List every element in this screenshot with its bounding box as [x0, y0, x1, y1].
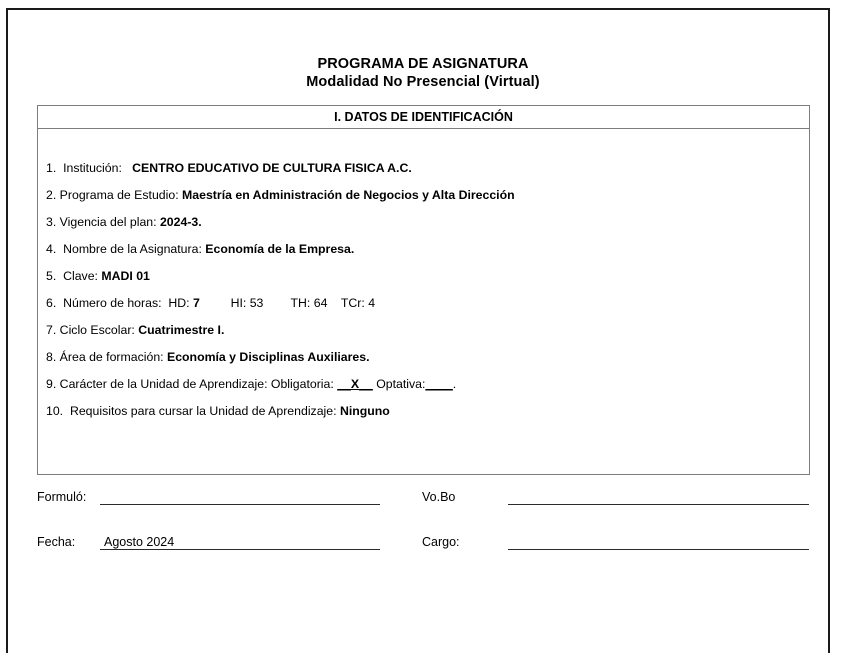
field-nombre-asignatura: [38, 242, 809, 269]
field-caracter-unidad-aprendizaje: [38, 377, 809, 404]
vobo-line[interactable]: [508, 489, 809, 505]
field-value: Maestría en Administración de Negocios y Alta Dirección: [182, 188, 515, 202]
field-value: MADI 01: [101, 269, 150, 283]
hours-gap-3: [327, 296, 340, 310]
field-number: 1.: [46, 161, 57, 175]
hours-hd-value: 7: [192, 296, 200, 310]
hours-gap-2: [263, 296, 290, 310]
identification-table: [37, 105, 810, 475]
field-number: 4.: [46, 242, 57, 256]
field-number: 6.: [46, 296, 57, 310]
fecha-value: Agosto 2024: [104, 535, 175, 549]
field-clave: [38, 269, 809, 296]
formulo-line[interactable]: [100, 489, 380, 505]
document-title: [0, 55, 846, 91]
identification-fields: [38, 129, 809, 474]
document-title-line-1: PROGRAMA DE ASIGNATURA: [317, 56, 529, 72]
document-title-line-2: Modalidad No Presencial (Virtual): [306, 74, 540, 90]
field-label: Área de formación:: [56, 350, 167, 364]
obligatoria-checkmark: X: [350, 377, 360, 391]
field-vigencia-del-plan: [38, 215, 809, 242]
field-value: 2024-3.: [159, 215, 202, 229]
signature-block: [0, 485, 846, 575]
field-number: 2.: [46, 188, 57, 202]
field-institucion: [38, 161, 809, 188]
field-number: 5.: [46, 269, 57, 283]
field-label: Ciclo Escolar:: [56, 323, 139, 337]
field-ciclo-escolar: [38, 323, 809, 350]
field-value: CENTRO EDUCATIVO DE CULTURA FISICA A.C.: [132, 161, 412, 175]
hours-hd-label: HD:: [168, 296, 193, 310]
cargo-label: Cargo:: [422, 535, 460, 549]
hours-hi-label: HI:: [230, 296, 250, 310]
field-area-de-formacion: [38, 350, 809, 377]
obligatoria-underline-pre: __: [337, 377, 351, 391]
hours-hi-value: 53: [249, 296, 264, 310]
field-value: Economía de la Empresa.: [205, 242, 355, 256]
field-number: 8.: [46, 350, 57, 364]
field-number: 7.: [46, 323, 57, 337]
vobo-label: Vo.Bo: [422, 490, 456, 504]
field-label: Programa de Estudio:: [56, 188, 183, 202]
field-value: Ninguno: [339, 404, 390, 418]
optativa-blank: ____: [425, 377, 453, 391]
caracter-trailing-period: .: [452, 377, 457, 391]
formulo-label: Formuló:: [37, 490, 87, 504]
field-requisitos: [38, 404, 809, 431]
field-label: Requisitos para cursar la Unidad de Aprendizaje:: [63, 404, 340, 418]
hours-tcr-value: 4: [368, 296, 376, 310]
field-value: Economía y Disciplinas Auxiliares.: [167, 350, 370, 364]
field-label: Carácter de la Unidad de Aprendizaje: Obligatoria:: [56, 377, 338, 391]
field-programa-de-estudio: [38, 188, 809, 215]
field-value: Cuatrimestre I.: [138, 323, 225, 337]
fecha-label: Fecha:: [37, 535, 76, 549]
hours-th-value: 64: [313, 296, 328, 310]
hours-gap-1: [200, 296, 231, 310]
field-label: Número de horas:: [56, 296, 169, 310]
optativa-label: Optativa:: [372, 377, 426, 391]
field-numero-de-horas: [38, 296, 809, 323]
hours-tcr-label: TCr:: [340, 296, 369, 310]
field-number: 10.: [46, 404, 64, 418]
cargo-line[interactable]: [508, 534, 809, 550]
field-label: Nombre de la Asignatura:: [56, 242, 206, 256]
hours-th-label: TH:: [290, 296, 314, 310]
field-number: 3.: [46, 215, 57, 229]
field-number: 9.: [46, 377, 57, 391]
section-header: I. DATOS DE IDENTIFICACIÓN: [38, 106, 809, 129]
field-label: Clave:: [56, 269, 102, 283]
obligatoria-underline-post: __: [359, 377, 373, 391]
field-label: Vigencia del plan:: [56, 215, 160, 229]
field-label: Institución:: [56, 161, 133, 175]
